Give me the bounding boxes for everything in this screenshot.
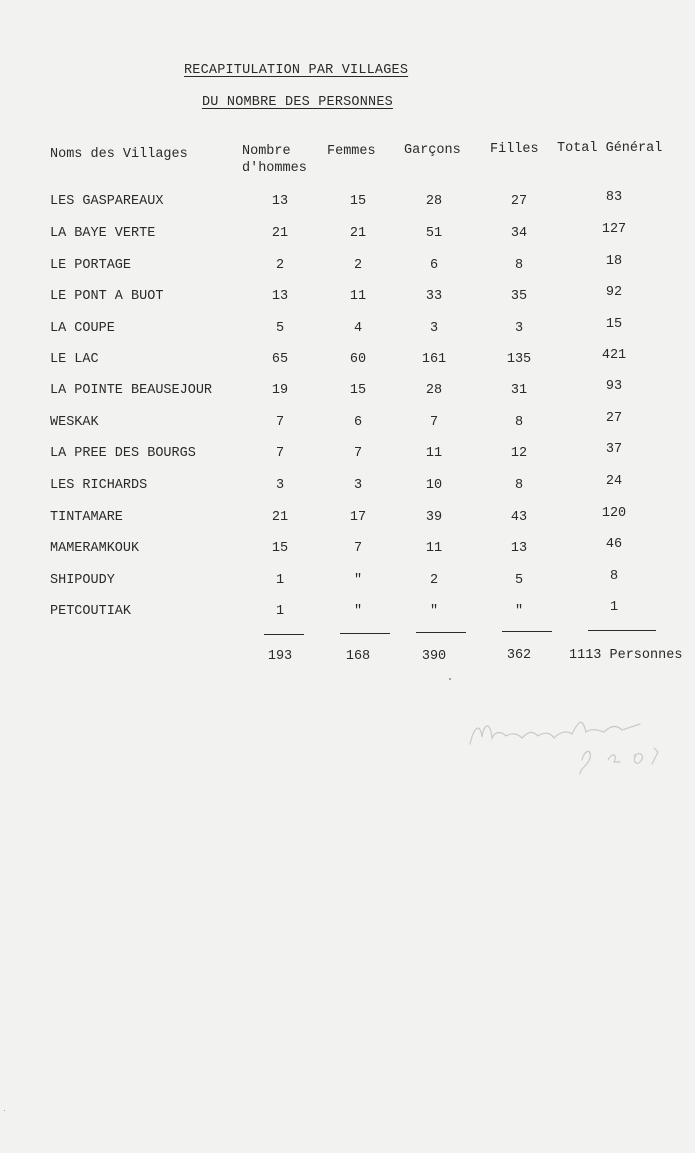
femmes-value: 17: [349, 510, 367, 525]
total-garcons: 390: [421, 649, 447, 664]
garcons-value: 28: [425, 194, 443, 209]
header-garcons: Garçons: [404, 143, 461, 158]
total-femmes: 168: [345, 649, 371, 664]
garcons-value: 39: [425, 510, 443, 525]
hommes-value: 3: [275, 478, 285, 493]
document-title: RECAPITULATION PAR VILLAGES: [184, 63, 409, 78]
garcons-value: 11: [425, 446, 443, 461]
header-hommes-line2: d'hommes: [242, 161, 307, 176]
femmes-value: 2: [353, 258, 363, 273]
table-row: [0, 569, 695, 593]
garcons-value: 28: [425, 383, 443, 398]
filles-value: 27: [510, 194, 528, 209]
total-value: 18: [605, 254, 623, 269]
village-name: LA BAYE VERTE: [50, 226, 156, 241]
hommes-value: 19: [271, 383, 289, 398]
village-name: LE PONT A BUOT: [50, 289, 164, 304]
hommes-value: 7: [275, 446, 285, 461]
village-name: WESKAK: [50, 415, 99, 430]
village-name: LA COUPE: [50, 321, 115, 336]
hommes-value: 21: [271, 510, 289, 525]
femmes-value: ": [353, 604, 363, 619]
total-value: 24: [605, 474, 623, 489]
village-name: LA POINTE BEAUSEJOUR: [50, 383, 213, 398]
total-value: 8: [609, 569, 619, 584]
village-name: SHIPOUDY: [50, 573, 115, 588]
hommes-value: 15: [271, 541, 289, 556]
table-row: [0, 442, 695, 466]
femmes-value: 15: [349, 383, 367, 398]
total-value: 15: [605, 317, 623, 332]
femmes-value: 21: [349, 226, 367, 241]
table-row: [0, 506, 695, 530]
femmes-value: 4: [353, 321, 363, 336]
total-value: 83: [605, 190, 623, 205]
filles-value: 8: [514, 258, 524, 273]
hommes-value: 21: [271, 226, 289, 241]
table-row: [0, 254, 695, 278]
garcons-value: 10: [425, 478, 443, 493]
total-value: 1: [609, 600, 619, 615]
total-filles: 362: [506, 648, 532, 663]
total-value: 46: [605, 537, 623, 552]
femmes-value: 7: [353, 541, 363, 556]
filles-value: 135: [506, 352, 532, 367]
filles-value: ": [514, 604, 524, 619]
header-femmes: Femmes: [327, 144, 376, 159]
sum-rule-total: [588, 630, 656, 631]
femmes-value: ": [353, 573, 363, 588]
village-name: LES RICHARDS: [50, 478, 148, 493]
sum-rule-garcons: [416, 632, 466, 633]
header-filles: Filles: [490, 142, 539, 157]
garcons-value: 11: [425, 541, 443, 556]
village-name: LE PORTAGE: [50, 258, 132, 273]
femmes-value: 3: [353, 478, 363, 493]
filles-value: 43: [510, 510, 528, 525]
village-name: LES GASPAREAUX: [50, 194, 164, 209]
garcons-value: 6: [429, 258, 439, 273]
header-hommes-line1: Nombre: [242, 144, 291, 159]
filles-value: 35: [510, 289, 528, 304]
village-name: LA PREE DES BOURGS: [50, 446, 196, 461]
total-value: 93: [605, 379, 623, 394]
garcons-value: 2: [429, 573, 439, 588]
hommes-value: 7: [275, 415, 285, 430]
hommes-value: 65: [271, 352, 289, 367]
filles-value: 5: [514, 573, 524, 588]
filles-value: 3: [514, 321, 524, 336]
garcons-value: 7: [429, 415, 439, 430]
filles-value: 12: [510, 446, 528, 461]
table-row: [0, 379, 695, 403]
garcons-value: ": [429, 604, 439, 619]
filles-value: 8: [514, 415, 524, 430]
femmes-value: 15: [349, 194, 367, 209]
paper-speck: [4, 1110, 5, 1111]
femmes-value: 60: [349, 352, 367, 367]
village-name: PETCOUTIAK: [50, 604, 132, 619]
table-row: [0, 411, 695, 435]
filles-value: 13: [510, 541, 528, 556]
total-value: 37: [605, 442, 623, 457]
paper-speck: [449, 678, 451, 680]
filles-value: 34: [510, 226, 528, 241]
handwritten-signature: [462, 702, 672, 782]
femmes-value: 11: [349, 289, 367, 304]
total-value: 127: [601, 222, 627, 237]
village-name: TINTAMARE: [50, 510, 123, 525]
total-value: 27: [605, 411, 623, 426]
femmes-value: 7: [353, 446, 363, 461]
total-hommes: 193: [267, 649, 293, 664]
table-row: [0, 537, 695, 561]
hommes-value: 5: [275, 321, 285, 336]
hommes-value: 1: [275, 573, 285, 588]
village-name: LE LAC: [50, 352, 99, 367]
table-row: [0, 222, 695, 246]
table-row: [0, 348, 695, 372]
hommes-value: 13: [271, 194, 289, 209]
total-value: 92: [605, 285, 623, 300]
header-total: Total Général: [557, 141, 663, 156]
hommes-value: 1: [275, 604, 285, 619]
sum-rule-hommes: [264, 634, 304, 635]
hommes-value: 2: [275, 258, 285, 273]
table-row: [0, 285, 695, 309]
garcons-value: 161: [421, 352, 447, 367]
total-value: 120: [601, 506, 627, 521]
garcons-value: 51: [425, 226, 443, 241]
header-hommes: [242, 143, 307, 177]
document-subtitle: DU NOMBRE DES PERSONNES: [202, 95, 393, 110]
sum-rule-filles: [502, 631, 552, 632]
grand-total: 1113 Personnes: [569, 648, 683, 663]
village-name: MAMERAMKOUK: [50, 541, 140, 556]
table-row: [0, 190, 695, 214]
femmes-value: 6: [353, 415, 363, 430]
garcons-value: 3: [429, 321, 439, 336]
sum-rule-femmes: [340, 633, 390, 634]
filles-value: 31: [510, 383, 528, 398]
garcons-value: 33: [425, 289, 443, 304]
table-row: [0, 317, 695, 341]
filles-value: 8: [514, 478, 524, 493]
table-row: [0, 474, 695, 498]
header-village: Noms des Villages: [50, 147, 188, 162]
total-value: 421: [601, 348, 627, 363]
totals-row: [0, 649, 695, 669]
table-row: [0, 600, 695, 624]
hommes-value: 13: [271, 289, 289, 304]
